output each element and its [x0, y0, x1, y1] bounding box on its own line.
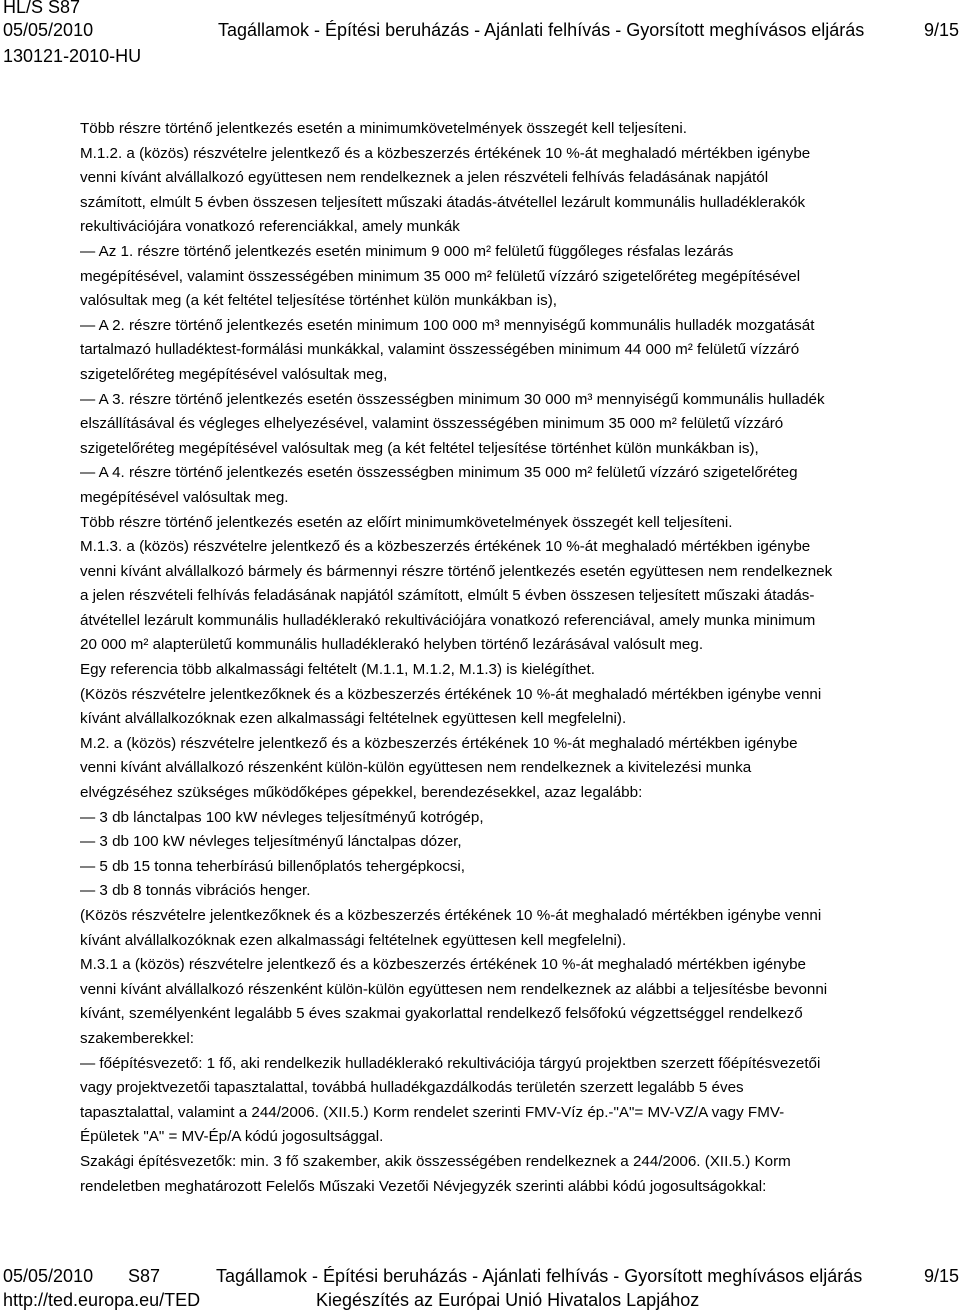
page-footer — [0, 1258, 960, 1311]
body-line: rekultivációjára vonatkozó referenciákkal, amely munkák — [80, 218, 460, 236]
body-line: M.1.2. a (közös) részvételre jelentkező és a közbeszerzés értékének 10 %-át meghaladó mértékben igénybe — [80, 144, 811, 162]
body-line: kívánt, személyenként legalább 5 éves szakmai gyakorlattal rendelkező felsőfokú végzettséggel rendelkező — [80, 1005, 803, 1023]
body-line: szakemberekkel: — [80, 1029, 194, 1047]
body-line: megépítésével, valamint összességében minimum 35 000 m² felületű vízzáró szigetelőréteg megépítésével — [80, 267, 801, 285]
body-line: elvégzéséhez szükséges működőképes gépekkel, berendezésekkel, azaz legalább: — [80, 784, 643, 802]
body-line: — 3 db 100 kW névleges teljesítményű lánctalpas dózer, — [80, 833, 462, 851]
body-line: elszállításával és végleges elhelyezésével, valamint összességében minimum 35 000 m² felületű vízzáró — [80, 415, 784, 433]
page-header — [0, 0, 960, 80]
body-line: Több részre történő jelentkezés esetén az előírt minimumkövetelmények összegét kell teljesíteni. — [80, 513, 733, 531]
header-date: 05/05/2010 — [3, 20, 94, 40]
footer-publisher: Kiegészítés az Európai Unió Hivatalos Lapjához — [316, 1290, 700, 1310]
body-line: tartalmazó hulladéktest-formálási munkákkal, valamint összességében minimum 44 000 m² felületű vízzáró — [80, 341, 800, 359]
body-line: 20 000 m² alapterületű kommunális hulladéklerakó helyben történő lezárásával valósult meg. — [80, 636, 704, 654]
body-line: M.2. a (közös) részvételre jelentkező és a közbeszerzés értékének 10 %-át meghaladó mértékben igénybe — [80, 734, 798, 752]
body-line: Több részre történő jelentkezés esetén a minimumkövetelmények összegét kell teljesíteni. — [80, 120, 687, 137]
body-line: valósultak meg (a két feltétel teljesítése történhet külön munkákban is), — [80, 292, 557, 310]
body-line: a jelen részvételi felhívás feladásának napjától számított, elmúlt 5 évben összesen teljesített műszaki átadás- — [80, 587, 815, 605]
body-line: rendeletben meghatározott Felelős Műszaki Vezetői Névjegyzék szerinti alábbi kódú jogosultságokkal: — [80, 1177, 767, 1195]
document-body — [80, 117, 958, 1199]
body-line: venni kívánt alvállalkozó részenként külön-külön együttesen nem rendelkeznek az alábbi a teljesítésbe bevonni — [80, 980, 828, 998]
body-line: M.1.3. a (közös) részvételre jelentkező és a közbeszerzés értékének 10 %-át meghaladó mértékben igénybe — [80, 538, 811, 556]
body-line: szigetelőréteg megépítésével valósultak meg (a két feltétel teljesítése történhet külön munkákban is), — [80, 439, 759, 457]
footer-page-number: 9/15 — [924, 1266, 960, 1286]
body-line: venni kívánt alvállalkozó együttesen nem rendelkeznek a jelen részvételi felhívás feladásának napjától — [80, 169, 769, 187]
body-line: — A 2. részre történő jelentkezés esetén minimum 100 000 m³ mennyiségű kommunális hulladék mozgatását — [80, 316, 815, 334]
body-line: M.3.1 a (közös) részvételre jelentkező és a közbeszerzés értékének 10 %-át meghaladó mértékben igénybe — [80, 956, 807, 974]
body-line: megépítésével valósultak meg. — [80, 488, 289, 506]
body-line: Szakági építésvezetők: min. 3 fő szakember, akik összességében rendelkeznek a 244/2006. (XII.5.) Korm — [80, 1152, 791, 1170]
body-line: vagy projektvezetői tapasztalattal, továbbá hulladékgazdálkodás területén szerzett legalább 5 éves — [80, 1079, 744, 1097]
footer-date: 05/05/2010 — [3, 1266, 94, 1286]
body-line: tapasztalattal, valamint a 244/2006. (XII.5.) Korm rendelet szerinti FMV-Víz ép.-"A"= MV-VZ/A vagy FMV- — [80, 1103, 785, 1121]
body-line: szigetelőréteg megépítésével valósultak meg, — [80, 365, 388, 383]
body-line: — 3 db 8 tonnás vibrációs henger. — [80, 882, 311, 900]
body-line: — főépítésvezető: 1 fő, aki rendelkezik hulladéklerakó rekultivációja tárgyú projektben szerzett főépítésvezetői — [80, 1054, 821, 1072]
body-line: átvétellel lezárult kommunális hulladéklerakó rekultivációjára vonatkozó referenciával, amely munka minimum — [80, 611, 816, 629]
body-line: venni kívánt alvállalkozó részenként külön-külön együttesen nem rendelkeznek a kivitelezési munka — [80, 759, 752, 777]
body-line: venni kívánt alvállalkozó bármely és bármennyi részre történő jelentkezés esetén együttesen nem rendelkeznek — [80, 562, 833, 580]
header-page-number: 9/15 — [924, 20, 960, 40]
body-line: — A 3. részre történő jelentkezés esetén összességben minimum 30 000 m³ mennyiségű kommunális hulladék — [80, 390, 825, 408]
body-line: — A 4. részre történő jelentkezés esetén összességben minimum 35 000 m² felületű vízzáró szigetelőréteg — [80, 464, 798, 482]
body-line: — 5 db 15 tonna teherbírású billenőplatós tehergépkocsi, — [80, 857, 466, 875]
header-doc-id: 130121-2010-HU — [3, 46, 142, 66]
body-line: Egy referencia több alkalmassági feltételt (M.1.1, M.1.2, M.1.3) is kielégíthet. — [80, 661, 595, 679]
body-line: számított, elmúlt 5 évben összesen teljesített műszaki átadás-átvétellel lezárult kommunális hulladéklerakók — [80, 193, 806, 211]
body-line: kívánt alvállalkozóknak ezen alkalmassági feltételnek együttesen kell megfelelni). — [80, 931, 627, 949]
footer-issue: S87 — [128, 1266, 161, 1286]
header-series: HL/S S87 — [3, 0, 81, 17]
body-line: kívánt alvállalkozóknak ezen alkalmassági feltételnek együttesen kell megfelelni). — [80, 710, 627, 728]
body-line: (Közös részvételre jelentkezőknek és a közbeszerzés értékének 10 %-át meghaladó mértékben igénybe venni — [80, 907, 822, 924]
header-title: Tagállamok - Építési beruházás - Ajánlati felhívás - Gyorsított meghívásos eljárás — [218, 20, 865, 40]
body-line: — 3 db lánctalpas 100 kW névleges teljesítményű kotrógép, — [80, 808, 484, 826]
footer-url: http://ted.europa.eu/TED — [3, 1290, 201, 1310]
body-line: Épületek "A" = MV-Ép/A kódú jogosultsággal. — [80, 1128, 384, 1146]
footer-title: Tagállamok - Építési beruházás - Ajánlati felhívás - Gyorsított meghívásos eljárás — [216, 1266, 863, 1286]
body-line: — Az 1. részre történő jelentkezés esetén minimum 9 000 m² felületű függőleges résfalas lezárás — [80, 242, 734, 260]
body-line: (Közös részvételre jelentkezőknek és a közbeszerzés értékének 10 %-át meghaladó mértékben igénybe venni — [80, 685, 822, 703]
